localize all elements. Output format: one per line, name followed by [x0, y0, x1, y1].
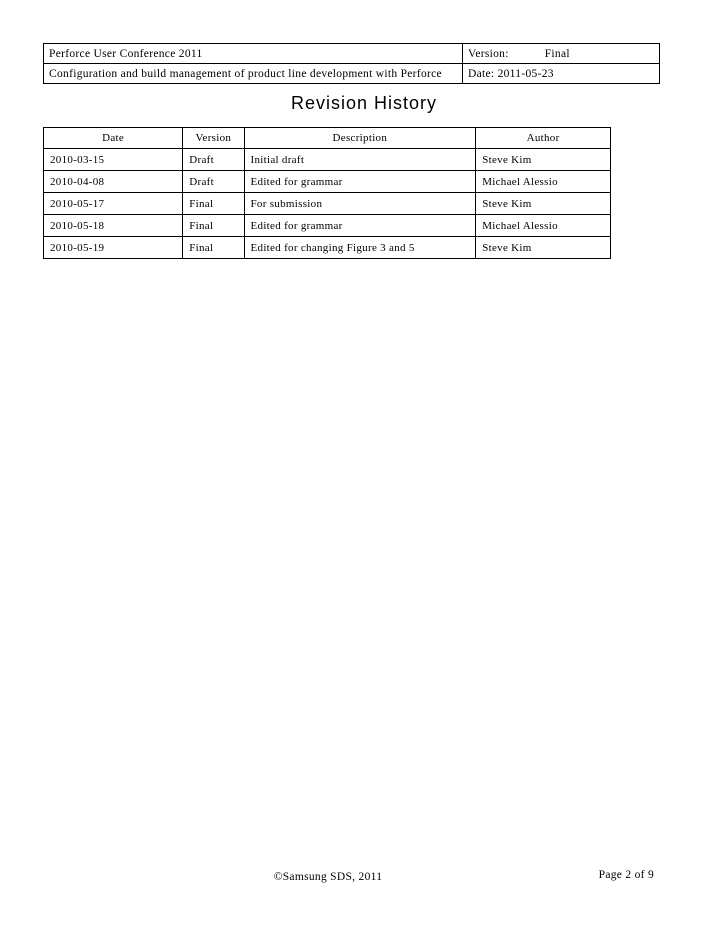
cell-author: Steve Kim: [476, 237, 611, 259]
table-header-row: [44, 128, 611, 149]
column-header-description: Description: [244, 128, 476, 149]
cell-date: 2010-03-15: [44, 149, 183, 171]
table-row: [44, 215, 611, 237]
version-value: Final: [544, 47, 570, 60]
cell-date: 2010-04-08: [44, 171, 183, 193]
cell-version: Draft: [183, 171, 244, 193]
column-header-version: Version: [183, 128, 244, 149]
document-header: [43, 43, 660, 84]
header-row: [44, 64, 660, 84]
page-number: Page 2 of 9: [598, 869, 654, 881]
cell-description: Edited for grammar: [244, 171, 476, 193]
header-row: [44, 44, 660, 64]
cell-author: Michael Alessio: [476, 215, 611, 237]
paper-title: Configuration and build management of product line development with Perforce: [44, 64, 463, 84]
table-row: [44, 171, 611, 193]
cell-author: Steve Kim: [476, 149, 611, 171]
table-row: [44, 193, 611, 215]
cell-version: Final: [183, 215, 244, 237]
revision-history-table: [43, 127, 611, 259]
cell-version: Draft: [183, 149, 244, 171]
version-cell: [463, 44, 660, 64]
page-title: Revision History: [290, 93, 438, 113]
cell-version: Final: [183, 193, 244, 215]
cell-description: Edited for grammar: [244, 215, 476, 237]
conference-name: Perforce User Conference 2011: [44, 44, 463, 64]
date-cell: Date: 2011-05-23: [463, 64, 660, 84]
table-row: [44, 149, 611, 171]
cell-author: Michael Alessio: [476, 171, 611, 193]
cell-description: Edited for changing Figure 3 and 5: [244, 237, 476, 259]
cell-version: Final: [183, 237, 244, 259]
table-row: [44, 237, 611, 259]
cell-description: Initial draft: [244, 149, 476, 171]
cell-author: Steve Kim: [476, 193, 611, 215]
version-label: Version:: [468, 47, 509, 60]
cell-description: For submission: [244, 193, 476, 215]
footer-copyright: ©Samsung SDS, 2011: [273, 871, 383, 883]
cell-date: 2010-05-19: [44, 237, 183, 259]
cell-date: 2010-05-17: [44, 193, 183, 215]
column-header-author: Author: [476, 128, 611, 149]
cell-date: 2010-05-18: [44, 215, 183, 237]
column-header-date: Date: [44, 128, 183, 149]
